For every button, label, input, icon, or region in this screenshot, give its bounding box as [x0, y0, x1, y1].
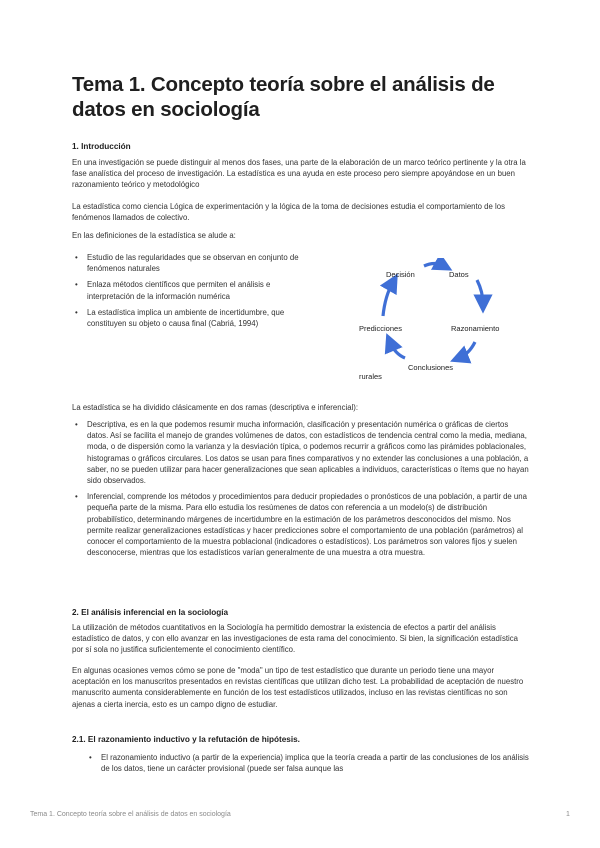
list-item: • La estadística implica un ambiente de incertidumbre, que constituyen su objeto o causa final (Cabriá, 1994): [72, 307, 312, 329]
cycle-arrow: [390, 342, 405, 358]
section-2-1-heading: 2.1. El razonamiento inductivo y la refutación de hipótesis.: [72, 735, 300, 744]
diagram-label-decision: Decisión: [386, 270, 415, 279]
list-item: • Estudio de las regularidades que se observan en conjunto de fenómenos naturales: [72, 252, 312, 274]
section-1-paragraph-3: En las definiciones de la estadística se alude a:: [72, 231, 236, 240]
section-1-paragraph-1: En una investigación se puede distinguir al menos dos fases, una parte de la elaboración de un marco teórico pertinente y la otra la fase analística del proceso de investigación. La estadística es una ayuda en este proceso pero siempre apoyándose en un buen razonamiento teórico y metodológico: [72, 158, 526, 190]
list-item: • Descriptiva, es en la que podemos resumir mucha información, clasificación y presentación numérica o gráficas de ciertos datos. Así se facilita el manejo de grandes volúmenes de datos, con estadísticos de tendencia central como la media, mediana, moda, o de dispersión como la varianza y la desviación típica, o podemos recurrir a gráficos como las pirámides poblacionales, histogramas o gráficos circulares. Los datos se usan para fines comparativos y no extender las conclusiones a una población, a saber, no se pueden utilizar para hacer generalizaciones que sean aplicables a individuos, características o ítems que no hayan sido observados.: [72, 419, 530, 486]
page-title: Tema 1. Concepto teoría sobre el análisis de datos en sociología: [72, 73, 495, 121]
inductive-list: [86, 752, 530, 779]
list-item: • El razonamiento inductivo (a partir de la experiencia) implica que la teoría creada a partir de las conclusiones de los análisis de los datos, tiene un carácter provisional (puede ser falsa aunque las: [86, 752, 530, 774]
diagram-label-razonamiento: Razonamiento: [451, 324, 500, 333]
cycle-arrow: [459, 342, 475, 358]
diagram-label-predicciones: Predicciones: [359, 324, 402, 333]
diagram-label-fragment: rurales: [359, 372, 382, 380]
list-item: • Enlaza métodos científicos que permiten el análisis e interpretación de la información numérica: [72, 279, 312, 301]
cycle-arrow: [477, 280, 483, 304]
section-2-paragraph-2: En algunas ocasiones vemos cómo se pone de "moda" un tipo de test estadístico que durante un periodo tiene una mayor aceptación en los manuscritos presentados en revistas científicas que utilizan dicho test. La probabilidad de aceptación de nuestro manuscrito aumenta considerablemente en función de los test estadísticos utilizados, incluso en las revistas científicas no son ajenas a cierta inercia, esto es un campo digno de estudiar.: [72, 666, 524, 709]
section-1-paragraph-2: La estadística como ciencia Lógica de experimentación y la lógica de la toma de decisiones estudia el comportamiento de los fenómenos llamados de colectivo.: [72, 202, 505, 223]
definitions-list: [72, 252, 312, 334]
section-2-heading: 2. El análisis inferencial en la sociología: [72, 608, 229, 617]
section-1-heading: 1. Introducción: [72, 142, 131, 151]
cycle-arrow: [424, 264, 444, 267]
diagram-label-datos: Datos: [449, 270, 469, 279]
diagram-label-conclusiones: Conclusiones: [408, 363, 454, 372]
branches-list: [72, 419, 530, 563]
statistics-cycle-diagram: [355, 258, 515, 380]
list-item: • Inferencial, comprende los métodos y procedimientos para deducir propiedades o pronósticos de una población, a partir de una pequeña parte de la misma. Para ello estudia los resúmenes de datos con referencia a un modelo(s) de distribución probabilístico, determinando márgenes de incertidumbre en la estimación de los parámetros desconocidos del mismo. Nos permite realizar generalizaciones estadísticas y hacer predicciones sobre el comportamiento de una población (parámetros) al conocer el comportamiento de la muestra poblacional (indicadores o estadísticos). Los parámetros son valores fijos y suelen desconocerse, mientras que los estadísticos varían generalmente de una muestra a otra muestra.: [72, 491, 530, 558]
section-2-paragraph-1: La utilización de métodos cuantitativos en la Sociología ha permitido demostrar la existencia de efectos a partir del análisis estadístico de datos, y con ello avanzar en las investigaciones de esta rama del conocimiento. Si bien, la significación estadística por sí sola no justifica suficientemente el conocimiento científico.: [72, 623, 518, 655]
section-1-paragraph-4: La estadística se ha dividido clásicamente en dos ramas (descriptiva e inferencial):: [72, 403, 359, 412]
page-number: 1: [566, 811, 570, 818]
footer-title: Tema 1. Concepto teoría sobre el análisis de datos en sociología: [30, 811, 231, 818]
cycle-arrow: [383, 282, 393, 316]
